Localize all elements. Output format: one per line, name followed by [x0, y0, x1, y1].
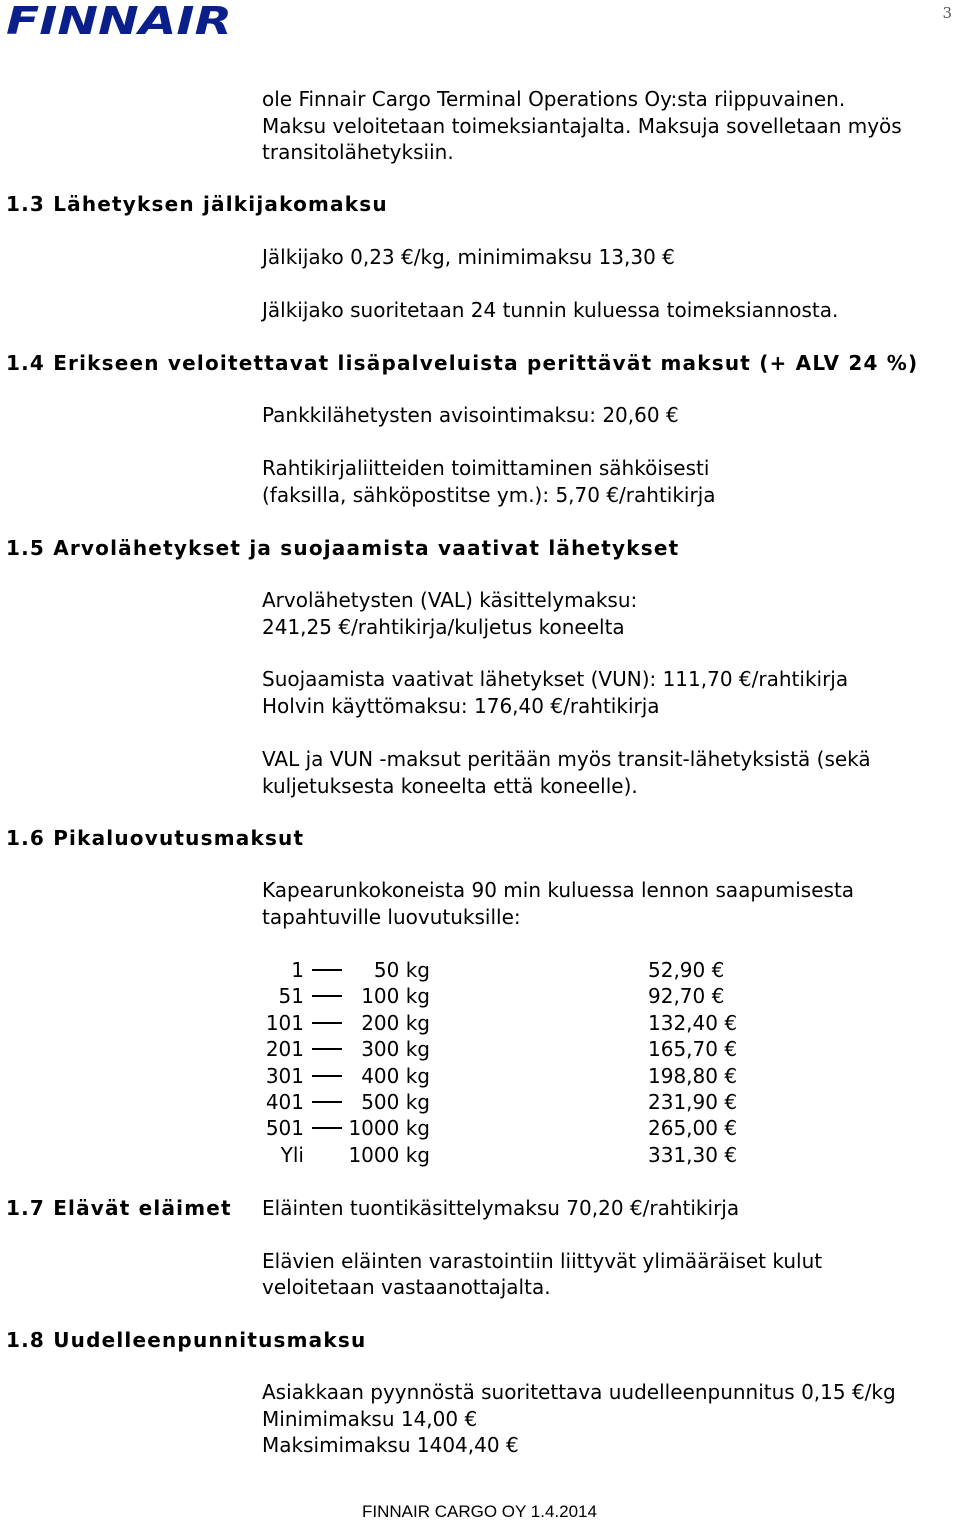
tier-price: 265,00 € — [648, 1116, 738, 1140]
tier-row — [262, 1089, 762, 1115]
tier-price: 165,70 € — [648, 1037, 738, 1061]
intro-line-3: transitolähetyksiin. — [262, 140, 454, 164]
s14-line-2: Rahtikirjaliitteiden toimittaminen sähköisesti — [262, 456, 710, 480]
s13-line-2: Jälkijako suoritetaan 24 tunnin kuluessa toimeksiannosta. — [262, 298, 839, 322]
tier-from: 201 — [265, 1037, 304, 1061]
s16-line-1: Kapearunkokoneista 90 min kuluessa lennon saapumisesta — [262, 878, 855, 902]
s18-line-2: Minimimaksu 14,00 € — [262, 1407, 478, 1431]
intro-line-2: Maksu veloitetaan toimeksiantajalta. Maksuja sovelletaan myös — [262, 114, 902, 138]
section-1-4-heading: 1.4 Erikseen veloitettavat lisäpalveluista perittävät maksut (+ ALV 24 %) — [6, 351, 919, 375]
s14-line-3: (faksilla, sähköpostitse ym.): 5,70 €/rahtikirja — [262, 483, 716, 507]
tier-from: Yli — [280, 1143, 304, 1167]
tier-to: 400 kg — [361, 1064, 430, 1088]
tier-row — [262, 957, 762, 983]
s18-line-1: Asiakkaan pyynnöstä suoritettava uudelleenpunnitus 0,15 €/kg — [262, 1380, 896, 1404]
section-1-3-heading: 1.3 Lähetyksen jälkijakomaksu — [6, 192, 388, 216]
footer-text: FINNAIR CARGO OY 1.4.2014 — [362, 1502, 597, 1521]
intro-line-1: ole Finnair Cargo Terminal Operations Oy:sta riippuvainen. — [262, 87, 846, 111]
s16-line-2: tapahtuville luovutuksille: — [262, 905, 521, 929]
tier-from: 51 — [278, 984, 304, 1008]
tier-from: 101 — [265, 1011, 304, 1035]
s13-line-1: Jälkijako 0,23 €/kg, minimimaksu 13,30 € — [262, 245, 675, 269]
tier-to: 300 kg — [361, 1037, 430, 1061]
section-1-6-heading: 1.6 Pikaluovutusmaksut — [6, 826, 305, 850]
tier-row — [262, 1142, 762, 1168]
tier-from: 1 — [291, 958, 304, 982]
s17-line-1: Eläinten tuontikäsittelymaksu 70,20 €/rahtikirja — [262, 1196, 740, 1220]
section-1-5-heading: 1.5 Arvolähetykset ja suojaamista vaativat lähetykset — [6, 536, 680, 560]
tier-price: 198,80 € — [648, 1064, 738, 1088]
tier-to: 200 kg — [361, 1011, 430, 1035]
page-number: 3 — [942, 4, 952, 22]
tier-from: 301 — [265, 1064, 304, 1088]
tier-row — [262, 1036, 762, 1062]
tier-price: 92,70 € — [648, 984, 725, 1008]
s18-line-3: Maksimimaksu 1404,40 € — [262, 1433, 519, 1457]
tier-from: 501 — [265, 1116, 304, 1140]
s15-line-2: 241,25 €/rahtikirja/kuljetus koneelta — [262, 615, 625, 639]
tier-price: 331,30 € — [648, 1143, 738, 1167]
tier-price: 132,40 € — [648, 1011, 738, 1035]
s15-line-1: Arvolähetysten (VAL) käsittelymaksu: — [262, 588, 638, 612]
finnair-logo — [4, 0, 236, 40]
tier-row — [262, 1115, 762, 1141]
tier-to: 1000 kg — [348, 1116, 430, 1140]
tier-to: 500 kg — [361, 1090, 430, 1114]
s14-line-1: Pankkilähetysten avisointimaksu: 20,60 € — [262, 403, 679, 427]
tier-row — [262, 1063, 762, 1089]
tier-from: 401 — [265, 1090, 304, 1114]
svg-text:FINNAIR: FINNAIR — [6, 0, 232, 40]
s15-line-4: Holvin käyttömaksu: 176,40 €/rahtikirja — [262, 694, 660, 718]
s15-line-3: Suojaamista vaativat lähetykset (VUN): 111,70 €/rahtikirja — [262, 667, 849, 691]
s15-line-5: VAL ja VUN -maksut peritään myös transit-lähetyksistä (sekä — [262, 747, 871, 771]
s17-line-3: veloitetaan vastaanottajalta. — [262, 1275, 551, 1299]
section-1-7-heading: 1.7 Elävät eläimet — [6, 1196, 232, 1220]
tier-to: 100 kg — [361, 984, 430, 1008]
tier-price: 52,90 € — [648, 958, 725, 982]
s15-line-6: kuljetuksesta koneelta että koneelle). — [262, 774, 638, 798]
s17-line-2: Elävien eläinten varastointiin liittyvät ylimääräiset kulut — [262, 1249, 823, 1273]
tier-row — [262, 983, 762, 1009]
tier-to: 1000 kg — [348, 1143, 430, 1167]
tier-price: 231,90 € — [648, 1090, 738, 1114]
tier-row — [262, 1010, 762, 1036]
tier-to: 50 kg — [373, 958, 430, 982]
section-1-8-heading: 1.8 Uudelleenpunnitusmaksu — [6, 1328, 367, 1352]
